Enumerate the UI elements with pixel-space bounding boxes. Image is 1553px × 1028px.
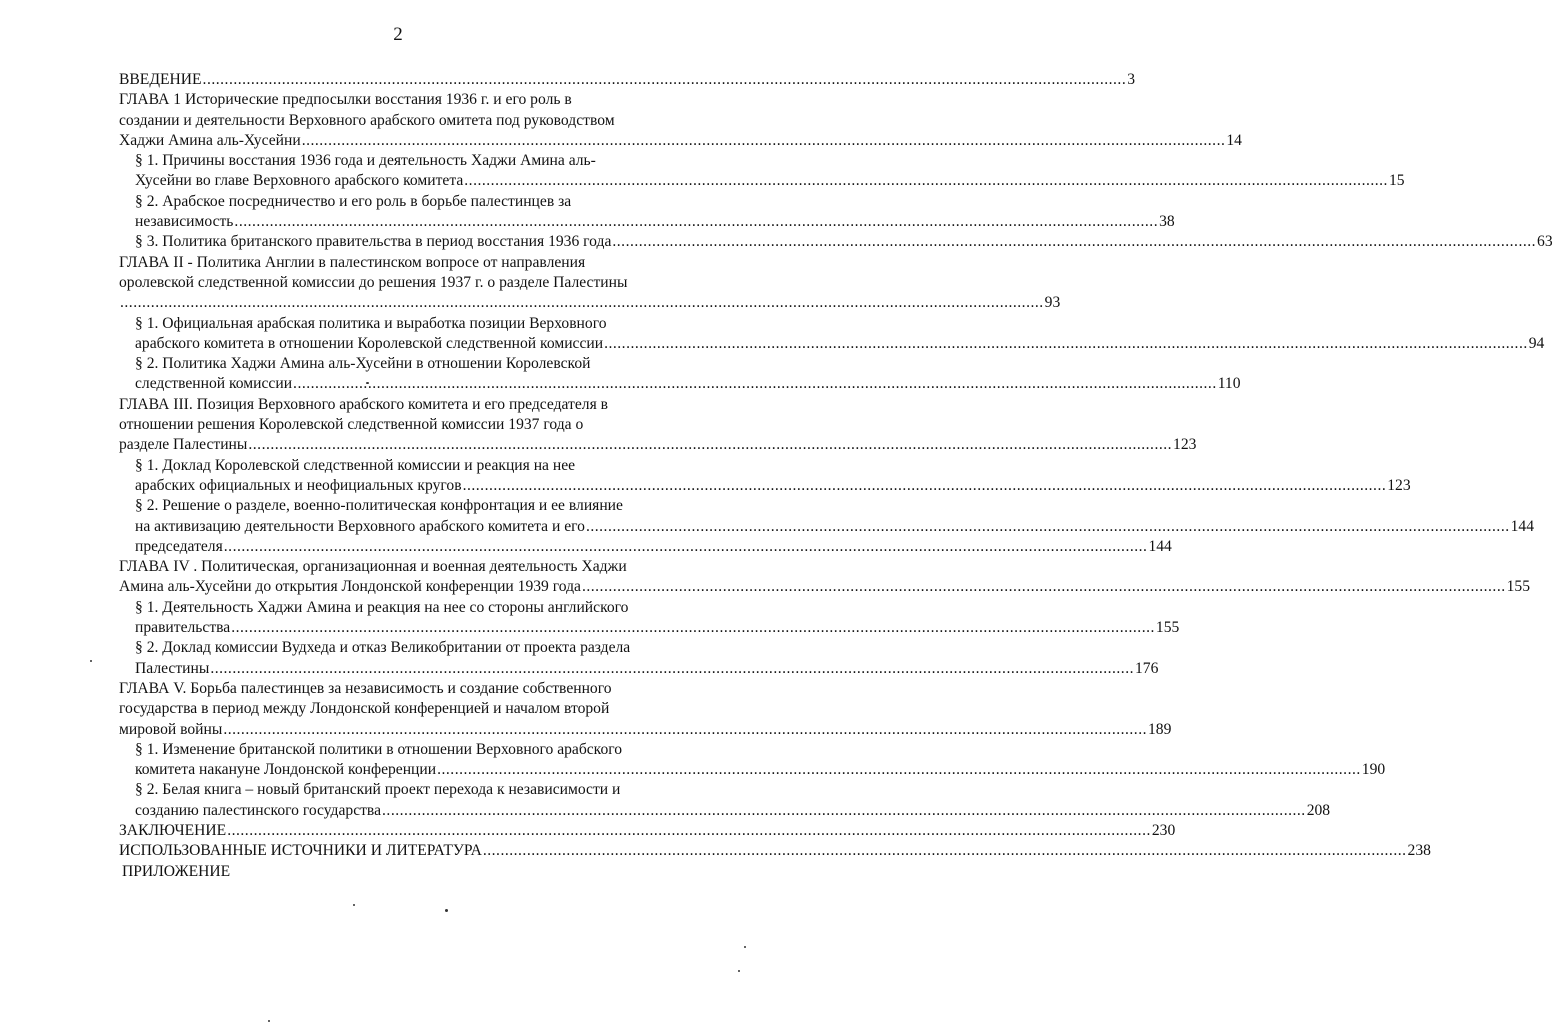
toc-page-number: 63: [1537, 233, 1553, 251]
toc-entry-last-line: [135, 374, 1241, 394]
toc-entry-title: арабского комитета в отношении Королевской следственной комиссии: [135, 334, 604, 352]
scan-speck: [744, 946, 746, 948]
toc-entry-line: оролевской следственной комиссии до решения 1937 г. о разделе Палестины: [119, 273, 628, 291]
dot-leader: [482, 841, 1407, 861]
dot-leader: [119, 293, 1044, 313]
toc-entry-ch1-s2: [135, 192, 1175, 233]
toc-entry-title: ИСПОЛЬЗОВАННЫЕ ИСТОЧНИКИ И ЛИТЕРАТУРА: [119, 842, 482, 860]
toc-entry-last-line: [119, 293, 1061, 313]
toc-entry-line: § 1. Причины восстания 1936 года и деятельность Хаджи Амина аль-: [135, 152, 596, 170]
toc-page-number: 144: [1510, 517, 1535, 535]
toc-entry-ch4-s1: [135, 598, 1180, 639]
toc-entry-title: председателя: [135, 537, 223, 555]
toc-page-number: 208: [1306, 801, 1331, 819]
toc-entry-last-line: [135, 537, 1172, 557]
toc-entry-last-line: [135, 334, 1545, 354]
table-of-contents: [119, 70, 1553, 882]
toc-entry-ch3-s2: [135, 496, 1535, 537]
dot-leader: [209, 659, 1134, 679]
toc-entry-line: государства в период между Лондонской конференцией и началом второй: [119, 700, 610, 718]
toc-entry-last-line: [135, 760, 1386, 780]
scan-speck: [366, 382, 369, 384]
toc-page-number: 189: [1148, 720, 1172, 738]
toc-entry-last-line: [135, 171, 1405, 191]
dot-leader: [381, 801, 1306, 821]
toc-page-number: 123: [1387, 476, 1411, 494]
toc-page-number: 155: [1506, 578, 1531, 596]
toc-page-number: 176: [1135, 659, 1159, 677]
toc-entry-last-line: [135, 232, 1553, 252]
dot-leader: [603, 334, 1528, 354]
toc-entry-title: § 3. Политика британского правительства в период восстания 1936 года: [135, 233, 612, 251]
toc-page-number: 93: [1044, 294, 1061, 312]
dot-leader: [585, 517, 1510, 537]
toc-entry-line: § 2. Арабское посредничество и его роль в борьбе палестинцев за: [135, 192, 572, 210]
toc-entry-line: ГЛАВА 1 Исторические предпосылки восстания 1936 г. и его роль в: [119, 91, 572, 109]
toc-entry-ch4-s2: [135, 638, 1159, 679]
toc-entry-ch3-s1: [135, 456, 1411, 497]
toc-page-number: 155: [1155, 619, 1180, 637]
dot-leader: [301, 131, 1226, 151]
toc-entry-last-line: [135, 801, 1331, 821]
toc-page-number: 15: [1388, 172, 1405, 190]
dot-leader: [223, 537, 1148, 557]
toc-entry-sources: [119, 841, 1431, 861]
toc-entry-last-line: [119, 577, 1531, 597]
toc-entry-last-line: [119, 435, 1197, 455]
page-number: 2: [393, 24, 403, 45]
toc-entry-last-line: [119, 821, 1176, 841]
toc-page-number: 3: [1127, 71, 1136, 88]
toc-entry-title: комитета накануне Лондонской конференции: [135, 761, 437, 779]
toc-entry-line: § 1. Деятельность Хаджи Амина и реакция на нее со стороны английского: [135, 598, 629, 616]
scan-speck: [445, 909, 448, 912]
dot-leader: [581, 577, 1506, 597]
toc-entry-last-line: [119, 131, 1242, 151]
toc-page-number: 94: [1528, 334, 1545, 352]
dot-leader: [462, 476, 1387, 496]
toc-entry-ch2-s1: [135, 314, 1545, 355]
toc-entry-ch5-s2: [135, 780, 1331, 821]
dot-leader: [247, 435, 1172, 455]
toc-entry-title: ВВЕДЕНИЕ: [119, 71, 202, 88]
toc-entry-last-line: [135, 618, 1180, 638]
toc-entry-line: отношении решения Королевской следственной комиссии 1937 года о: [119, 416, 584, 434]
toc-entry-intro: [119, 70, 1136, 90]
dot-leader: [230, 618, 1155, 638]
toc-entry-title: независимость: [135, 213, 234, 231]
scan-speck: [353, 904, 355, 906]
toc-page-number: 110: [1217, 375, 1241, 393]
toc-entry-title: разделе Палестины: [119, 436, 248, 454]
toc-entry-line: ГЛАВА IV . Политическая, организационная и военная деятельность Хаджи: [119, 558, 627, 576]
toc-entry-last-line: [119, 841, 1431, 861]
toc-entry-ch3: [119, 395, 1197, 456]
dot-leader: [436, 760, 1361, 780]
toc-entry-last-line: [135, 212, 1175, 232]
toc-entry-last-line: [135, 476, 1411, 496]
dot-leader: [611, 232, 1536, 252]
toc-entry-line: § 2. Доклад комиссии Вудхеда и отказ Великобритании от проекта раздела: [135, 639, 631, 657]
dot-leader: [463, 171, 1388, 191]
toc-entry-line: создании и деятельности Верховного арабского омитета под руководством: [119, 111, 615, 129]
toc-page-number: 38: [1159, 213, 1175, 231]
toc-page-number: 230: [1151, 821, 1176, 839]
toc-page-number: 144: [1148, 537, 1172, 555]
toc-entry-ch3-s2b: [135, 537, 1172, 557]
toc-entry-last-line: [135, 517, 1535, 537]
toc-entry-last-line: [135, 659, 1159, 679]
toc-page-number: 123: [1173, 436, 1197, 454]
toc-entry-title: на активизацию деятельности Верховного арабского комитета и его: [135, 517, 585, 535]
toc-entry-ch2-s2: [135, 354, 1241, 395]
toc-entry-title: ПРИЛОЖЕНИЕ: [122, 862, 231, 880]
toc-entry-last-line: [119, 70, 1136, 90]
toc-entry-line: § 2. Белая книга – новый британский проект перехода к независимости и: [135, 781, 621, 799]
toc-entry-line: § 2. Решение о разделе, военно-политическая конфронтация и ее влияние: [135, 497, 623, 515]
dot-leader: [226, 821, 1151, 841]
toc-entry-conclusion: [119, 821, 1176, 841]
dot-leader: [222, 720, 1147, 740]
toc-entry-title: Амина аль-Хусейни до открытия Лондонской конференции 1939 года: [119, 578, 581, 596]
toc-entry-title: Хусейни во главе Верховного арабского комитета: [135, 172, 464, 190]
toc-entry-line: ГЛАВА II - Политика Англии в палестинском вопросе от направления: [119, 253, 586, 271]
toc-entry-title: правительства: [135, 619, 231, 637]
toc-entry-title: Палестины: [135, 659, 210, 677]
toc-entry-title: Хаджи Амина аль-Хусейни: [119, 131, 301, 149]
toc-entry-line: § 1. Доклад Королевской следственной комиссии и реакция на нее: [135, 456, 576, 474]
dot-leader: [233, 212, 1158, 232]
toc-entry-line: ГЛАВА III. Позиция Верховного арабского комитета и его председателя в: [119, 395, 609, 413]
toc-entry-ch1-s1: [135, 151, 1405, 192]
toc-entry-title: следственной комиссии: [135, 375, 293, 393]
toc-entry-ch5-s1: [135, 740, 1386, 781]
toc-entry-line: ГЛАВА V. Борьба палестинцев за независимость и создание собственного: [119, 679, 612, 697]
toc-page-number: 14: [1226, 131, 1242, 149]
toc-entry-last-line: [119, 720, 1172, 740]
toc-page-number: 238: [1407, 842, 1431, 860]
toc-entry-title: арабских официальных и неофициальных кругов: [135, 476, 462, 494]
toc-entry-line: § 1. Изменение британской политики в отношении Верховного арабского: [135, 740, 623, 758]
scan-speck: [90, 660, 92, 662]
toc-entry-appendix: [122, 862, 707, 882]
toc-entry-line: § 1. Официальная арабская политика и выработка позиции Верховного: [135, 314, 607, 332]
dot-leader: [292, 374, 1217, 394]
toc-entry-ch1: [119, 90, 1242, 151]
toc-entry-title: созданию палестинского государства: [135, 801, 382, 819]
toc-entry-title: ЗАКЛЮЧЕНИЕ: [119, 821, 227, 839]
scan-speck: [268, 1020, 270, 1022]
toc-page-number: 190: [1361, 761, 1386, 779]
toc-entry-title: мировой войны: [119, 720, 223, 738]
toc-entry-line: § 2. Политика Хаджи Амина аль-Хусейни в отношении Королевской: [135, 355, 591, 373]
toc-entry-ch1-s3: [135, 232, 1553, 252]
scan-speck: [738, 970, 740, 972]
toc-entry-ch5: [119, 679, 1172, 740]
toc-entry-ch2: [119, 253, 1061, 314]
toc-entry-ch4: [119, 557, 1531, 598]
toc-entry-last-line: [122, 862, 707, 882]
dot-leader: [202, 70, 1127, 90]
